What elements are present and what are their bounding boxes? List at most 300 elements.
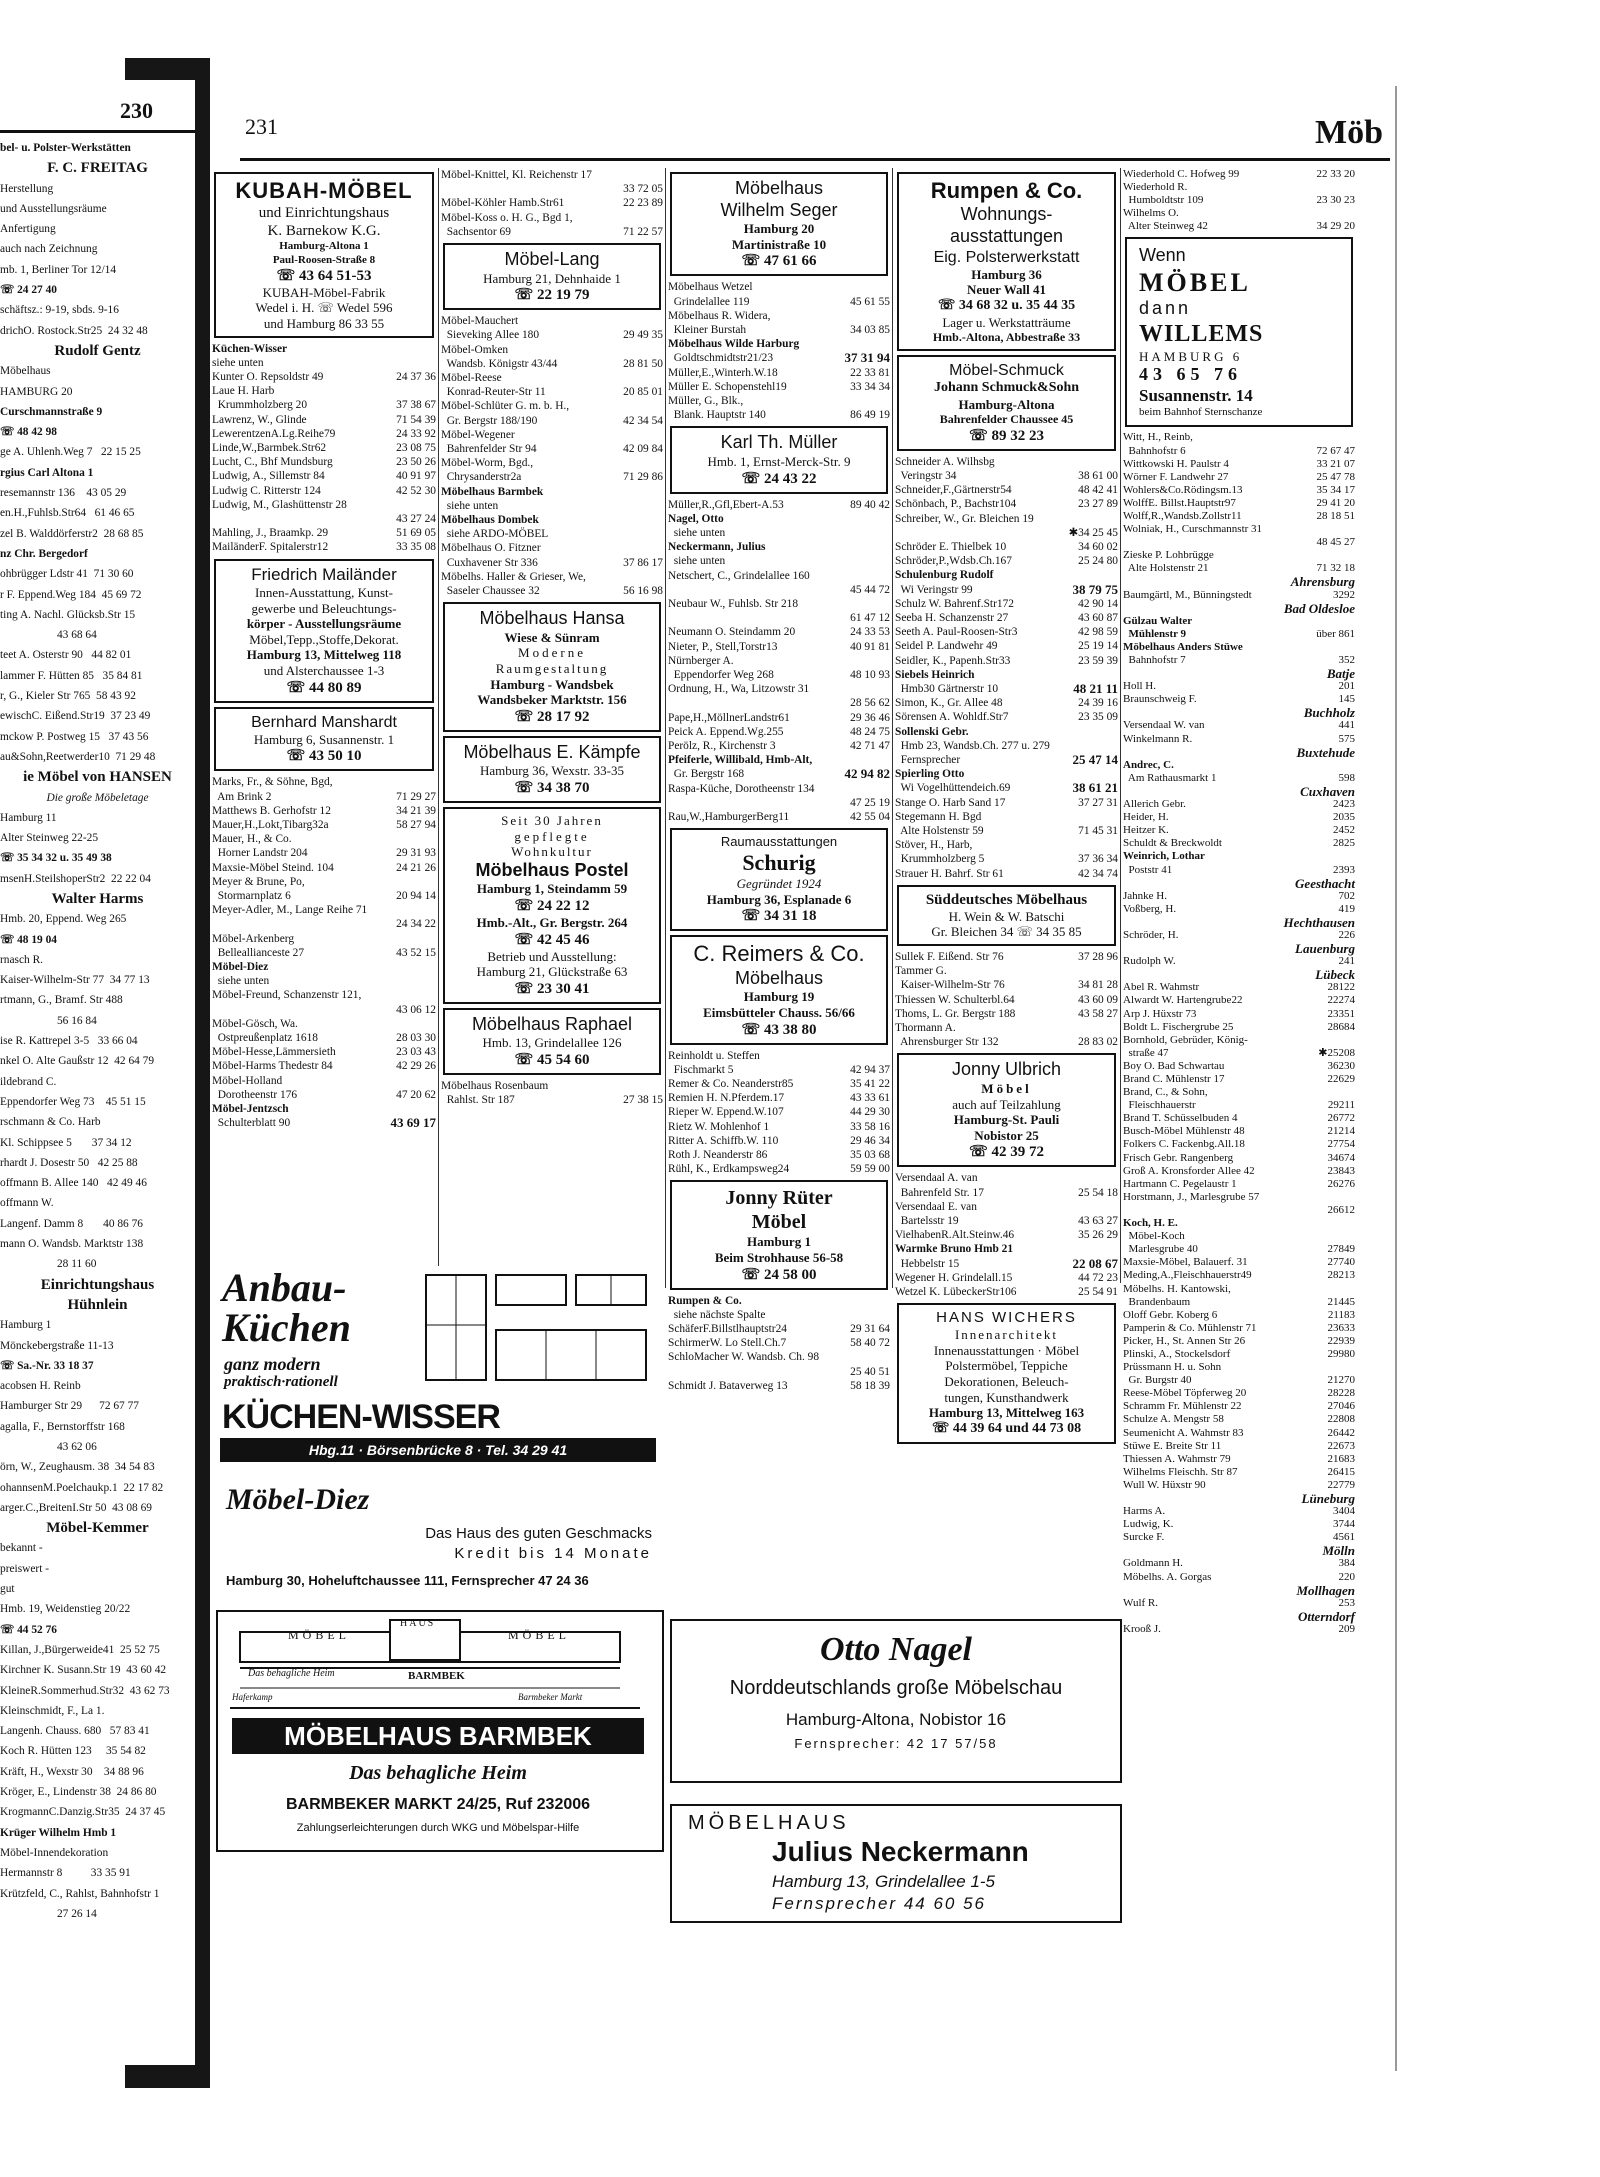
left-page-entry: ildebrand C. <box>0 1075 57 1088</box>
listing-entry <box>895 978 1118 992</box>
reimers-phone: ☏ 43 38 80 <box>741 1021 817 1038</box>
listing-name: Möbelhs. Haller & Grieser, We, <box>441 570 586 583</box>
diez-line: Das Haus des guten Geschmacks <box>425 1525 652 1542</box>
listing-entry <box>441 399 663 413</box>
rueter-line: Beim Strohhause 56-58 <box>714 1250 844 1266</box>
listing-name: Bornhold, Gebrüder, König- <box>1123 1033 1248 1046</box>
listing-name: Bahrenfeld Str. 17 <box>895 1186 984 1199</box>
listing-entry <box>212 903 436 917</box>
kubah-phone: ☏ 43 64 51-53 <box>276 267 372 284</box>
listing-phone: 35 41 22 <box>850 1078 890 1091</box>
postel-phone: ☏ 23 30 41 <box>514 980 590 997</box>
listing-group <box>1123 168 1355 233</box>
listing-phone: 42 55 04 <box>850 811 890 824</box>
listing-phone: 24 39 16 <box>1078 697 1118 710</box>
listing-name: Baumgärtl, M., Bünningstedt <box>1123 588 1252 601</box>
listing-name: Möbel-Freund, Schanzenstr 121, <box>212 989 362 1002</box>
listing-entry <box>1123 1623 1355 1636</box>
listing-entry <box>895 682 1118 696</box>
kubah-line: KUBAH-Möbel-Fabrik <box>262 284 386 300</box>
left-page-entry: HAMBURG 20 <box>0 385 73 398</box>
listing-name: Holl H. <box>1123 680 1156 693</box>
listing-entry <box>668 1120 890 1134</box>
listing-name: Meding,A.,Fleischhauerstr49 <box>1123 1269 1252 1282</box>
right-page <box>210 86 1397 2071</box>
listing-phone: 28228 <box>1327 1387 1355 1400</box>
listing-group <box>668 280 890 422</box>
listing-entry <box>212 988 436 1002</box>
listing-entry <box>668 1077 890 1091</box>
listing-entry <box>1123 1361 1355 1374</box>
listing-entry <box>212 1074 436 1088</box>
listing-entry <box>212 804 436 818</box>
listing-entry <box>895 964 1118 978</box>
listing-phone: 38 61 00 <box>1078 469 1118 482</box>
listing-name: straße 47 <box>1123 1046 1169 1059</box>
listing-name: Marks, Fr., & Söhne, Bgd, <box>212 776 333 789</box>
listing-name: Grindelallee 119 <box>668 295 750 308</box>
listing-entry <box>1123 654 1355 667</box>
column-divider <box>1120 168 1121 1283</box>
ad-bernhard-manshardt <box>214 707 434 772</box>
listing-phone: 419 <box>1338 902 1355 915</box>
listing-name: Schneider,F.,Gärtnerstr54 <box>895 484 1012 497</box>
listing-entry <box>668 1294 890 1308</box>
left-page-entry: Möbel-Innendekoration <box>0 1846 109 1859</box>
listing-entry <box>668 725 890 739</box>
listing-phone: 23 03 43 <box>396 1046 436 1059</box>
listing-entry <box>1123 1243 1355 1256</box>
listing-entry <box>441 442 663 456</box>
listing-entry <box>1123 484 1355 497</box>
listing-name: Möbelhs. A. Gorgas <box>1123 1570 1212 1583</box>
listing-phone: 34 81 28 <box>1078 979 1118 992</box>
city-heading: Ahrensburg <box>1290 574 1355 590</box>
listing-phone: 38 79 75 <box>1072 582 1118 597</box>
listing-phone: 27 38 15 <box>623 1094 663 1107</box>
left-page-entry: Hühnlein <box>67 1296 128 1313</box>
listing-name: Horner Landstr 204 <box>212 847 308 860</box>
rueter-phone: ☏ 24 58 00 <box>741 1266 817 1283</box>
listing-name: Möbel-Koch <box>1123 1230 1185 1243</box>
listing-name: Am Rathausmarkt 1 <box>1123 771 1217 784</box>
manshardt-line: Hamburg 6, Susannenstr. 1 <box>253 731 395 747</box>
listing-phone: 352 <box>1338 654 1355 666</box>
listing-name: Poststr 41 <box>1123 863 1173 876</box>
listing-entry <box>1123 1505 1355 1518</box>
listing-phone: 23 59 39 <box>1078 654 1118 667</box>
listing-name: Gr. Bergstr 188/190 <box>441 414 538 427</box>
listing-name: Wilhelms O. <box>1123 207 1179 220</box>
listing-name: Hmb30 Gärtnerstr 10 <box>895 682 999 695</box>
listing-entry <box>1123 1256 1355 1269</box>
listing-entry <box>895 725 1118 739</box>
column-divider <box>892 168 893 1288</box>
listing-name: Alter Steinweg 42 <box>1123 220 1208 233</box>
listing-phone: ✱34 25 45 <box>1068 526 1118 539</box>
listing-name: Alwardt W. Hartengrube22 <box>1123 994 1243 1007</box>
hansa-line: Hamburg - Wandsbek <box>490 676 614 692</box>
listing-name: Ostpreußenplatz 1618 <box>212 1031 318 1044</box>
listing-name: Müller,R.,Gfl,Ebert-A.53 <box>668 498 784 511</box>
listing-group <box>668 1049 890 1177</box>
listing-name: Ordnung, H., Wa, Litzowstr 31 <box>668 683 810 696</box>
listing-entry <box>1123 1518 1355 1531</box>
city-heading: Mollhagen <box>1296 1582 1355 1598</box>
schmuck-name: Möbel-Schmuck <box>949 361 1064 379</box>
left-page-entry: Langenh. Chauss. 680 57 83 41 <box>0 1725 150 1738</box>
listing-entry <box>1123 1466 1355 1479</box>
diez-brand: Möbel-Diez <box>226 1483 370 1516</box>
listing-entry <box>668 512 890 526</box>
ulbrich-name: Jonny Ulbrich <box>951 1059 1062 1080</box>
left-page-entry: Möbelhaus <box>0 365 51 378</box>
mailaender-name: Friedrich Mailänder <box>251 564 397 584</box>
listing-name: LewerentzenA.Lg.Reihe79 <box>212 427 336 440</box>
listing-phone: 58 40 72 <box>850 1337 890 1350</box>
willems-name: WILLEMS <box>1139 320 1264 347</box>
listing-name: Möbel-Schlüter G. m. b. H., <box>441 400 570 413</box>
kuechen-tagline: ganz modern <box>224 1354 321 1374</box>
left-page-entry: arger.C.,BreitenI.Str 50 43 08 69 <box>0 1501 152 1514</box>
listing-phone: 37 28 96 <box>1078 950 1118 963</box>
listing-name: Schramm Fr. Mühlenstr 22 <box>1123 1400 1242 1413</box>
listing-entry <box>668 366 890 380</box>
listing-name: Simon, K., Gr. Allee 48 <box>895 697 1003 710</box>
listing-entry <box>668 640 890 654</box>
listing-name: Möbelhaus O. Fitzner <box>441 542 541 555</box>
listing-entry <box>1123 523 1355 536</box>
listing-entry <box>212 526 436 540</box>
listing-name: Schröder E. Thielbek 10 <box>895 540 1007 553</box>
left-page-entry: 43 68 64 <box>0 629 97 642</box>
listing-entry <box>668 611 890 625</box>
listing-phone: 48 24 75 <box>850 725 890 738</box>
listing-phone: 26442 <box>1327 1426 1355 1439</box>
listing-entry <box>895 781 1118 795</box>
willems-phone: 43 65 76 <box>1139 364 1242 385</box>
listing-name: Brandenbaum <box>1123 1295 1191 1308</box>
city-heading: Hechthausen <box>1283 914 1355 930</box>
listing-phone: 3404 <box>1333 1505 1355 1518</box>
listing-entry <box>1123 1217 1355 1230</box>
listing-phone: 37 31 94 <box>844 351 890 366</box>
listing-name: Rudolph W. <box>1123 955 1176 968</box>
listing-phone: 29 31 93 <box>396 847 436 860</box>
listing-name: Möbel-Jentzsch <box>212 1103 289 1115</box>
listing-name: Nürnberger A. <box>668 654 734 667</box>
listing-entry <box>1123 1099 1355 1112</box>
listing-entry <box>1123 1125 1355 1138</box>
listing-name: Ritter A. Schiffb.W. 110 <box>668 1134 779 1147</box>
listing-phone: 25 54 18 <box>1078 1186 1118 1199</box>
nagel-brand: Otto Nagel <box>819 1631 973 1668</box>
left-page-entry: rgius Carl Altona 1 <box>0 466 94 479</box>
ad-moebel-schmuck <box>897 355 1116 451</box>
listing-entry <box>1123 1073 1355 1086</box>
listing-phone: 35 34 17 <box>1316 483 1355 496</box>
listing-phone: 61 47 12 <box>850 612 890 625</box>
listing-phone: 226 <box>1338 928 1355 941</box>
listing-phone: 575 <box>1338 732 1355 745</box>
left-page-entry: ohbrügger Ldstr 41 71 30 60 <box>0 568 134 581</box>
city-heading: Batje <box>1326 666 1355 682</box>
listing-phone: 24 33 92 <box>396 427 436 440</box>
mailaender-line: Möbel,Tepp.,Stoffe,Dekorat. <box>249 631 399 647</box>
ad-kuechen-wisser <box>216 1266 660 1466</box>
listing-name: Rau,W.,HamburgerBerg11 <box>668 811 790 824</box>
left-page-entry: 56 16 84 <box>0 1014 97 1027</box>
listing-entry <box>212 342 436 356</box>
listing-entry <box>212 498 436 512</box>
listing-name: Goldtschmidtstr21/23 <box>668 352 774 365</box>
listing-phone: 21683 <box>1327 1452 1355 1465</box>
listing-name: VielhabenR.Alt.Steinw.46 <box>895 1229 1015 1242</box>
listing-phone: 42 52 30 <box>396 484 436 497</box>
listing-phone: 34674 <box>1327 1151 1355 1164</box>
listing-entry <box>895 867 1118 881</box>
listing-phone: 47 25 19 <box>850 796 890 809</box>
seger-line: Martinistraße 10 <box>731 236 827 252</box>
listing-phone: 48 21 11 <box>1073 681 1118 696</box>
listing-entry <box>668 498 890 512</box>
listing-entry <box>212 427 436 441</box>
listing-name: Mauer, H., & Co. <box>212 833 292 846</box>
listing-entry <box>441 328 663 342</box>
listing-phone: 34 29 20 <box>1316 220 1355 233</box>
listing-name: Möbel-Wegener <box>441 428 515 441</box>
listing-name: Meyer-Adler, M., Lange Reihe 71 <box>212 904 368 917</box>
ad-moebelhaus-postel <box>443 807 661 1004</box>
listing-name: Seumenicht A. Wahmstr 83 <box>1123 1426 1244 1439</box>
listing-phone: 43 60 09 <box>1078 993 1118 1006</box>
listing-entry <box>895 1035 1118 1049</box>
kitchen-illustration-icon <box>416 1270 656 1390</box>
listing-entry <box>895 739 1118 753</box>
listing-phone: 384 <box>1338 1557 1355 1570</box>
column-1 <box>212 168 436 1130</box>
listing-name: Rieper W. Eppend.W.107 <box>668 1106 784 1119</box>
willems-line: Wenn <box>1139 245 1186 266</box>
ad-moebel-lang <box>443 243 661 310</box>
listing-entry <box>895 625 1118 639</box>
listing-entry <box>441 541 663 555</box>
left-page-entry: rhardt J. Dosestr 50 42 25 88 <box>0 1156 138 1169</box>
listing-name: Maxsie-Möbel Steind. 104 <box>212 861 334 874</box>
listing-phone: 24 21 26 <box>396 861 436 874</box>
listing-phone: 71 54 39 <box>396 413 436 426</box>
listing-phone: 33 35 08 <box>396 541 436 554</box>
schmuck-line: Bahrenfelder Chaussee 45 <box>939 412 1074 427</box>
listing-name: Möbelhs. H. Kantowski, <box>1123 1282 1231 1295</box>
listing-entry <box>1123 850 1355 863</box>
listing-phone: 26772 <box>1327 1112 1355 1125</box>
listing-entry <box>212 469 436 483</box>
listing-phone: 23633 <box>1327 1321 1355 1334</box>
listing-phone: 45 44 72 <box>850 583 890 596</box>
listing-name: Sieveking Allee 180 <box>441 329 540 342</box>
listing-name: Möbel-Arkenberg <box>212 932 295 945</box>
listing-entry <box>895 1242 1118 1256</box>
left-page-entry: r, G., Kieler Str 765 58 43 92 <box>0 690 136 703</box>
listing-phone: 43 60 87 <box>1078 611 1118 624</box>
listing-name: Wandsb. Königstr 43/44 <box>441 357 558 370</box>
rumpen-line: ausstattungen <box>949 225 1064 246</box>
listing-phone: 71 45 31 <box>1078 824 1118 837</box>
left-page-entry: ohannsenM.Poelchaukp.1 22 17 82 <box>0 1481 164 1494</box>
left-page-entry: msenH.SteilshoperStr2 22 22 04 <box>0 872 151 885</box>
listing-name: Chrysanderstr2a <box>441 471 522 484</box>
listing-entry <box>895 583 1118 597</box>
left-page-entry: ☏ 24 27 40 <box>0 284 57 297</box>
listing-name: Ahrensburger Str 132 <box>895 1036 999 1049</box>
listing-phone: 22 23 89 <box>623 197 663 210</box>
left-page-entry: en.H.,Fuhlsb.Str64 61 46 65 <box>0 507 135 520</box>
city-heading: Buchholz <box>1303 705 1355 721</box>
ad-rumpen <box>897 172 1116 351</box>
listing-entry <box>441 470 663 484</box>
listing-name: Thoms, L. Gr. Bergstr 188 <box>895 1007 1016 1020</box>
rumpen-phone: ☏ 34 68 32 u. 35 44 35 <box>937 297 1076 313</box>
listing-name: MailänderF. Spitalerstr12 <box>212 541 329 554</box>
listing-phone: 21183 <box>1327 1308 1355 1321</box>
listing-phone: 37 36 34 <box>1078 853 1118 866</box>
listing-entry <box>212 512 436 526</box>
listing-name: Stormarnplatz 6 <box>212 889 291 902</box>
column-3 <box>668 168 890 1393</box>
left-page-entry: und Ausstellungsräume <box>0 202 107 215</box>
rumpen-line: Hmb.-Altona, Abbestraße 33 <box>932 330 1081 345</box>
listing-name: Maxsie-Möbel, Balauerf. 31 <box>1123 1256 1248 1269</box>
listing-phone: 43 69 17 <box>390 1116 436 1131</box>
listing-name: Dorotheenstr 176 <box>212 1088 298 1101</box>
willems-line: dann <box>1139 298 1192 319</box>
listing-entry <box>668 295 890 309</box>
listing-entry <box>212 356 436 370</box>
listing-name: Humboldtstr 109 <box>1123 194 1204 207</box>
listing-entry <box>212 960 436 974</box>
listing-phone: 23 08 75 <box>396 441 436 454</box>
mailaender-line: Innen-Ausstattung, Kunst- <box>255 584 393 600</box>
listing-entry <box>895 810 1118 824</box>
listing-entry <box>1123 1400 1355 1413</box>
left-page-entry: F. C. FREITAG <box>47 160 148 177</box>
listing-entry <box>212 484 436 498</box>
listing-entry <box>1123 536 1355 549</box>
listing-name: Netschert, C., Grindelallee 160 <box>668 569 810 582</box>
listing-entry <box>1123 1413 1355 1426</box>
left-page-entry: Herstellung <box>0 182 54 195</box>
left-page-entry: mb. 1, Berliner Tor 12/14 <box>0 263 117 276</box>
wichers-line: Hamburg 13, Mittelweg 163 <box>928 1405 1085 1421</box>
listing-name: Möbel-Harms Thedestr 84 <box>212 1060 333 1073</box>
listing-entry <box>1123 1374 1355 1387</box>
listing-name: Seeba H. Schanzenstr 27 <box>895 611 1009 624</box>
listing-entry <box>895 1200 1118 1214</box>
listing-entry <box>441 414 663 428</box>
listing-name: Horstmann, J., Marlesgrube 57 <box>1123 1190 1260 1203</box>
listing-name: Möbelhaus R. Widera, <box>668 309 771 322</box>
listing-entry <box>212 370 436 384</box>
left-page-entry: Einrichtungshaus <box>40 1276 155 1293</box>
barmbek-address: BARMBEKER MARKT 24/25, Ruf 232006 <box>285 1796 591 1813</box>
city-heading: Lauenburg <box>1295 941 1355 957</box>
listing-entry <box>895 554 1118 568</box>
listing-name: Kaiser-Wilhelm-Str 76 <box>895 979 1005 992</box>
diez-line: Hamburg 30, Hoheluftchaussee 111, Fernsprecher 47 24 36 <box>226 1573 589 1588</box>
listing-name: Fernsprecher <box>895 753 961 766</box>
seger-phone: ☏ 47 61 66 <box>741 253 817 270</box>
listing-name: Bartelsstr 19 <box>895 1214 959 1227</box>
barmbek-motto: Das behagliche Heim <box>349 1762 527 1784</box>
raphael-line: Hmb. 13, Grindelallee 126 <box>482 1035 622 1051</box>
listing-entry <box>668 1308 890 1322</box>
listing-phone: 71 29 27 <box>396 790 436 803</box>
ad-friedrich-mailaender <box>214 559 434 703</box>
listing-entry <box>895 597 1118 611</box>
listing-phone: 20 94 14 <box>396 889 436 902</box>
left-page-entry: Hermannstr 8 33 35 91 <box>0 1867 131 1880</box>
listing-entry <box>212 1059 436 1073</box>
listing-entry <box>895 1257 1118 1271</box>
listing-phone: 702 <box>1338 889 1355 902</box>
listing-entry <box>441 1093 663 1107</box>
listing-entry <box>1123 1152 1355 1165</box>
listing-name: Lucht, C., Bhf Mundsburg <box>212 456 333 469</box>
listing-entry <box>441 499 663 513</box>
left-page-entry: nkel O. Alte Gaußstr 12 42 64 79 <box>0 1055 155 1068</box>
listing-entry <box>1123 1597 1355 1610</box>
listing-phone: 37 38 67 <box>396 399 436 412</box>
hansa-line: Raumgestaltung <box>495 661 609 677</box>
listing-entry <box>895 512 1118 526</box>
schurig-line: Hamburg 36, Esplanade 6 <box>706 891 852 907</box>
listing-name: Strauer H. Bahrf. Str 61 <box>895 867 1004 880</box>
listing-entry <box>668 696 890 710</box>
listing-name: Remer & Co. Neanderstr85 <box>668 1078 794 1091</box>
listing-name: Weinrich, Lothar <box>1123 850 1205 863</box>
listing-name: Warmke Bruno Hmb 21 <box>895 1243 1014 1256</box>
listing-entry <box>1123 798 1355 811</box>
listing-name: Möbelhaus Dombek <box>441 514 539 527</box>
left-page-entry: Langenf. Damm 8 40 86 76 <box>0 1217 143 1230</box>
listing-phone: 28 03 30 <box>396 1031 436 1044</box>
left-page-entry: teet A. Osterstr 90 44 82 01 <box>0 649 132 662</box>
listing-name: Gr. Burgstr 40 <box>1123 1374 1192 1387</box>
listing-phone: 42 34 54 <box>623 414 663 427</box>
ulbrich-phone: ☏ 42 39 72 <box>968 1144 1044 1161</box>
wichers-name: HANS WICHERS <box>936 1309 1077 1327</box>
listing-group <box>895 950 1118 1049</box>
listing-phone: 28684 <box>1327 1020 1355 1033</box>
listing-phone: 22673 <box>1327 1439 1355 1452</box>
listing-phone: 86 49 19 <box>850 409 890 422</box>
listing-entry <box>668 1091 890 1105</box>
listing-name: Schönbach, P., Bachstr104 <box>895 498 1017 511</box>
willems-name: MÖBEL <box>1139 268 1251 298</box>
listing-name: Prüssmann H. u. Sohn <box>1123 1361 1222 1374</box>
listing-entry <box>895 950 1118 964</box>
listing-entry <box>441 456 663 470</box>
barmbek-label: Barmbeker Markt <box>518 1692 583 1702</box>
left-page-entry: resemannstr 136 43 05 29 <box>0 487 127 500</box>
postel-line: Wohnkultur <box>511 844 593 860</box>
listing-phone: 42 09 84 <box>623 443 663 456</box>
mueller-phone: ☏ 24 43 22 <box>741 470 817 487</box>
listing-phone: 145 <box>1338 693 1355 706</box>
listing-entry <box>1123 1008 1355 1021</box>
listing-name: Raspa-Küche, Dorotheenstr 134 <box>668 782 815 795</box>
